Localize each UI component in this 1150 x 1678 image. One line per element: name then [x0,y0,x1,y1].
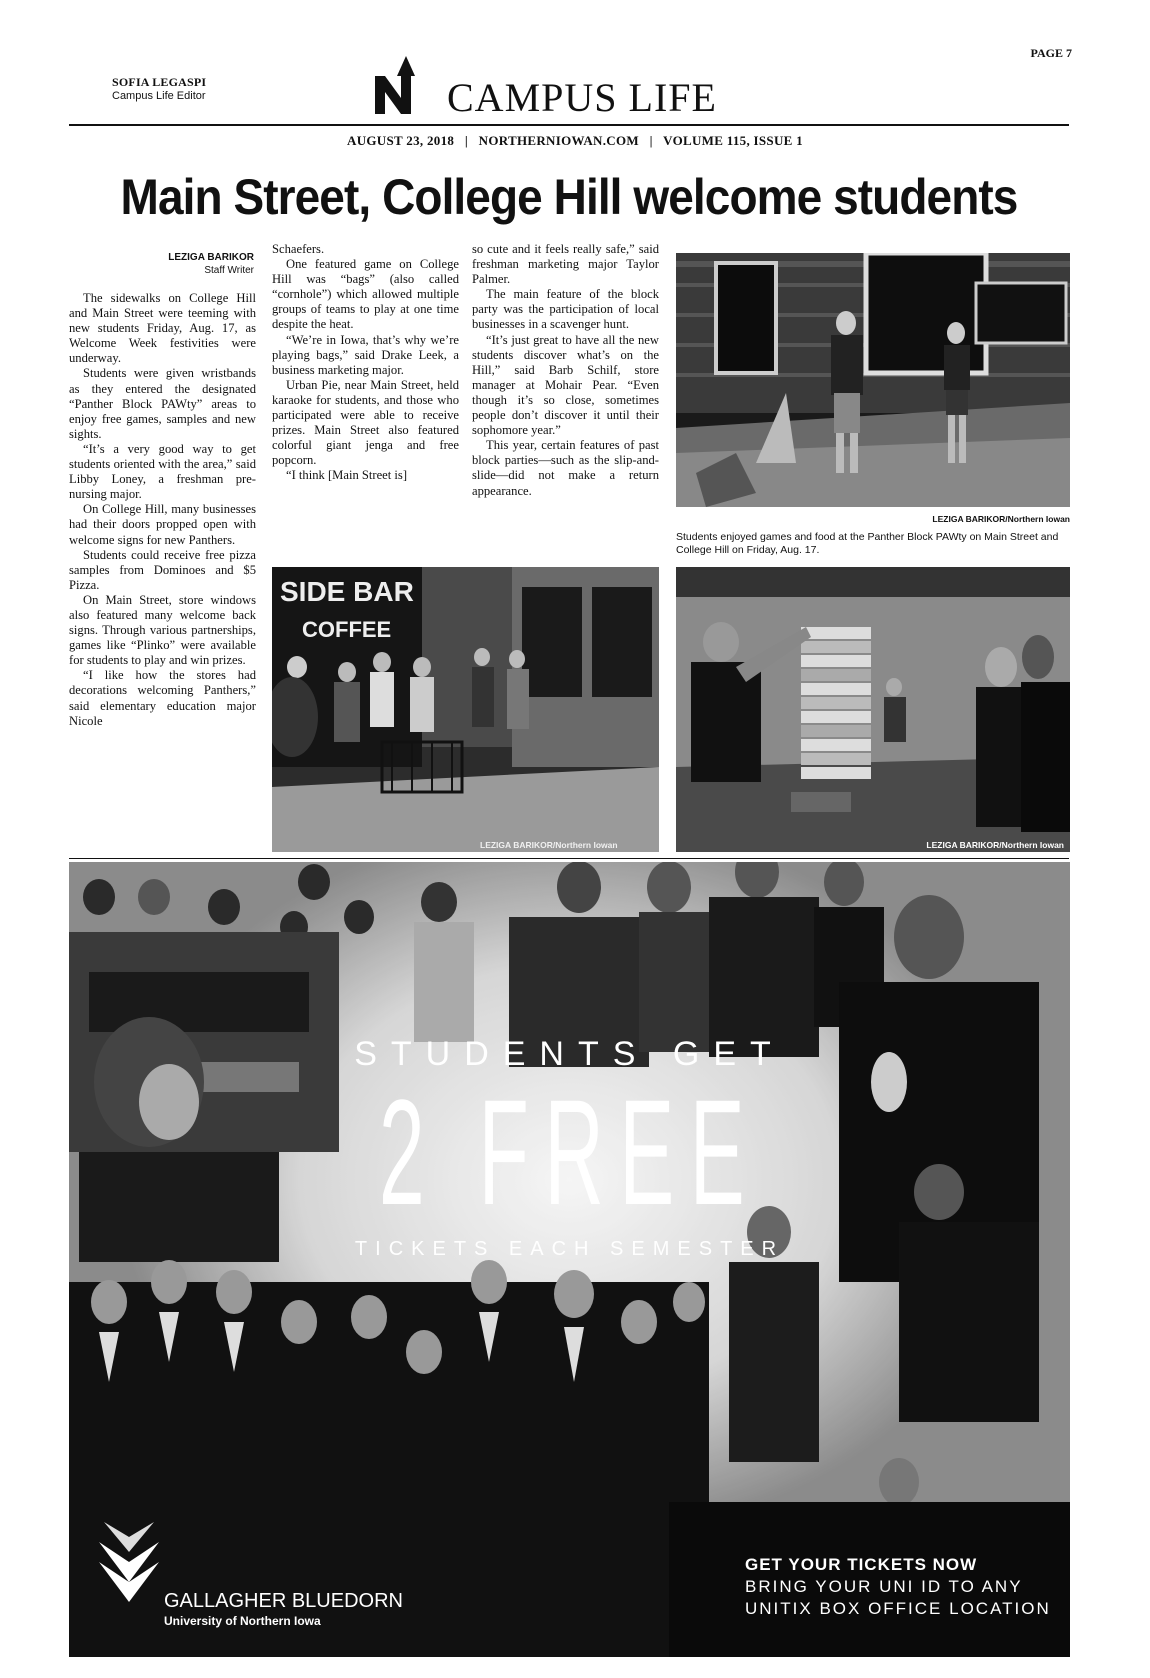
paragraph: On College Hill, many businesses had their doors propped open with welcome signs for new Panthers. [69,502,256,547]
photo-credit: LEZIGA BARIKOR/Northern Iowan [480,840,618,850]
ad-subheadline: TICKETS EACH SEMESTER [354,1238,785,1260]
ad-divider [69,858,1069,859]
sign-text: SIDE BAR [280,576,414,607]
editor-name: SOFIA LEGASPI [112,75,207,89]
paragraph: “I think [Main Street is] [286,468,408,483]
photo-bags-game [676,253,1070,507]
article-column-3 [472,242,659,499]
article-headline: Main Street, College Hill welcome students [120,169,1018,225]
paragraph: so cute and it feels really safe,” said freshman marketing major Taylor Palmer. [472,242,659,287]
paragraph: On Main Street, store windows also featured many welcome back signs. Through various partnerships, games like “Plinko” were available for students to play and win prizes. [69,592,256,668]
paragraph: “It’s just great to have all the new students discover what’s on the Hill,” said Barb Schilf, store manager at Mohair Pear. “Even though it’s so close, sometimes people don’t discover it until their sophomore year.” [472,332,659,438]
gallagher-bluedorn-ad [69,862,1070,1657]
paragraph: Students were given wristbands as they entered the designated “Panther Block PAWty” areas to enjoy free games, samples and new sights. [69,366,256,441]
paragraph: Schaefers. [272,242,325,256]
header-rule [69,124,1069,126]
ad-org-name: GALLAGHER BLUEDORN [164,1590,403,1612]
photo-credit: LEZIGA BARIKOR/Northern Iowan [932,514,1070,524]
editor-role: Campus Life Editor [112,90,206,102]
northern-iowan-logo-icon [373,46,421,116]
issue-line: AUGUST 23, 2018 | NORTHERNIOWAN.COM | VOLUME 115, ISSUE 1 [347,133,803,148]
ad-cta-line: UNITIX BOX OFFICE LOCATION [745,1599,1051,1618]
section-title: CAMPUS LIFE [447,75,717,120]
ad-cta-title: GET YOUR TICKETS NOW [745,1555,978,1574]
byline-name: LEZIGA BARIKOR [168,252,254,263]
photo-caption: Students enjoyed games and food at the Panther Block PAWty on Main Street and College Hill on Friday, Aug. 17. [676,531,1059,556]
ad-university: University of Northern Iowa [164,1614,321,1628]
paragraph: The sidewalks on College Hill and Main Street were teeming with new students Friday, Aug. 17, as Welcome Week festivities were underway. [69,291,256,366]
article-column-2 [272,242,459,484]
byline-role: Staff Writer [204,265,254,276]
article-column-1 [69,291,256,729]
paragraph: “I like how the stores had decorations welcoming Panthers,” said elementary education major Nicole [69,668,256,728]
ad-big-text: 2 FREE [378,1068,761,1236]
paragraph: One featured game on College Hill was “bags” (also called “cornhole”) which allowed multiple groups of teams to play at one time despite the heat. [272,257,459,332]
photo-credit: LEZIGA BARIKOR/Northern Iowan [926,840,1064,850]
photo-side-bar-coffee [272,567,659,852]
paragraph: “We’re in Iowa, that’s why we’re playing bags,” said Drake Leek, a business marketing major. [272,332,459,377]
paragraph: This year, certain features of past block parties—such as the slip-and-slide—did not make a return appearance. [472,438,659,498]
page-number: PAGE 7 [1030,46,1072,60]
photo-giant-jenga [676,567,1070,852]
sign-text: COFFEE [302,617,392,642]
paragraph: “It’s a very good way to get students oriented with the area,” said Libby Loney, a freshman pre-nursing major. [69,441,256,502]
ad-headline: STUDENTS GET [354,1035,785,1073]
paragraph: Urban Pie, near Main Street, held karaoke for students, and those who participated were able to receive prizes. Main Street also featured colorful giant jenga and free popcorn. [272,377,459,468]
paragraph: The main feature of the block party was the participation of local businesses in a scavenger hunt. [472,287,659,332]
ad-cta-line: BRING YOUR UNI ID TO ANY [745,1577,1023,1596]
paragraph: Students could receive free pizza samples from Dominoes and $5 Pizza. [69,547,256,592]
